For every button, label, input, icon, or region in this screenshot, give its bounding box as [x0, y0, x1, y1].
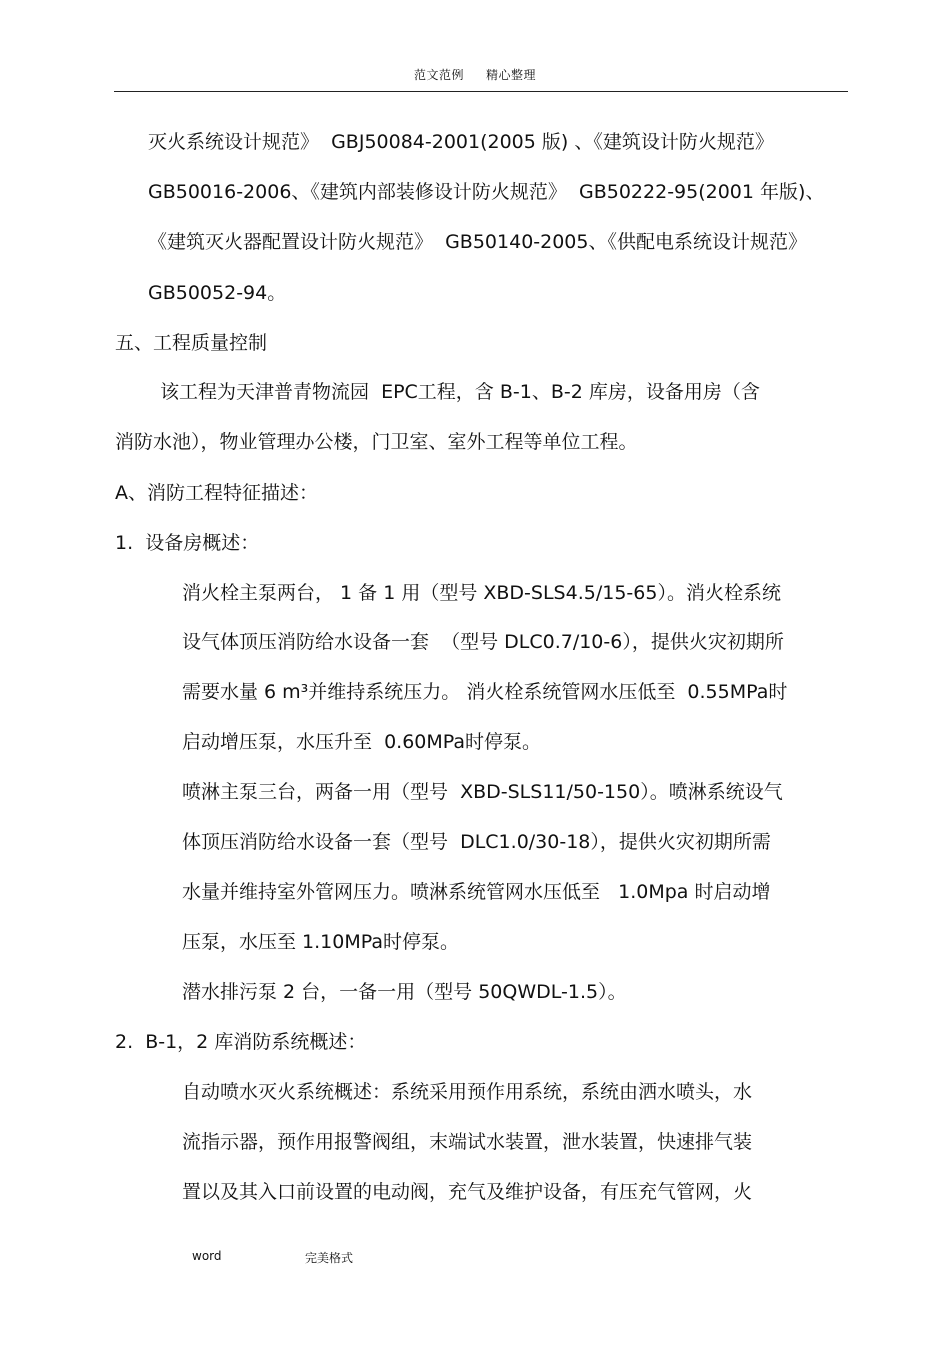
- header-rule: [114, 91, 848, 92]
- section-heading: 五、工程质量控制: [115, 332, 268, 354]
- text-line: 灭火系统设计规范》 GBJ50084-2001(2005 版) 、《建筑设计防火规范》: [148, 131, 774, 153]
- text-line: 需要水量 6 m³并维持系统压力。 消火栓系统管网水压低至 0.55MPa时: [182, 681, 788, 703]
- footer-right-text: 完美格式: [305, 1251, 354, 1265]
- text-line: 该工程为天津普青物流园 EPC工程，含 B-1、B-2 库房，设备用房（含: [160, 381, 760, 403]
- footer-left-text: word: [192, 1249, 222, 1263]
- list-heading: 1. 设备房概述：: [115, 532, 260, 554]
- list-heading: 2. B-1，2 库消防系统概述：: [115, 1031, 367, 1053]
- text-line: 设气体顶压消防给水设备一套 （型号 DLC0.7/10-6），提供火灾初期所: [182, 631, 784, 653]
- text-line: GB50052-94。: [148, 282, 287, 304]
- text-line: 水量并维持室外管网压力。喷淋系统管网水压低至 1.0Mpa 时启动增: [182, 881, 771, 903]
- subsection-heading: A、消防工程特征描述：: [115, 482, 318, 504]
- text-line: GB50016-2006、《建筑内部装修设计防火规范》 GB50222-95(2001 年版)、: [148, 181, 825, 203]
- text-line: 体顶压消防给水设备一套（型号 DLC1.0/30-18），提供火灾初期所需: [182, 831, 771, 853]
- text-line: 消火栓主泵两台， 1 备 1 用（型号 XBD-SLS4.5/15-65）。消火栓系统: [182, 582, 781, 604]
- text-line: 自动喷水灭火系统概述：系统采用预作用系统，系统由洒水喷头，水: [182, 1081, 753, 1103]
- header-right-text: 精心整理: [486, 68, 537, 82]
- text-line: 启动增压泵，水压升至 0.60MPa时停泵。: [182, 731, 542, 753]
- text-line: 消防水池），物业管理办公楼，门卫室、室外工程等单位工程。: [115, 431, 638, 453]
- text-line: 《建筑灭火器配置设计防火规范》 GB50140-2005、《供配电系统设计规范》: [148, 231, 807, 253]
- header-left-text: 范文范例: [413, 68, 464, 82]
- page-header: [0, 66, 950, 83]
- text-line: 置以及其入口前设置的电动阀，充气及维护设备，有压充气管网，火: [182, 1181, 753, 1203]
- text-line: 喷淋主泵三台，两备一用（型号 XBD-SLS11/50-150）。喷淋系统设气: [182, 781, 783, 803]
- text-line: 潜水排污泵 2 台，一备一用（型号 50QWDL-1.5）。: [182, 981, 627, 1003]
- text-line: 压泵，水压至 1.10MPa时停泵。: [182, 931, 459, 953]
- text-line: 流指示器，预作用报警阀组，末端试水装置，泄水装置，快速排气装: [182, 1131, 753, 1153]
